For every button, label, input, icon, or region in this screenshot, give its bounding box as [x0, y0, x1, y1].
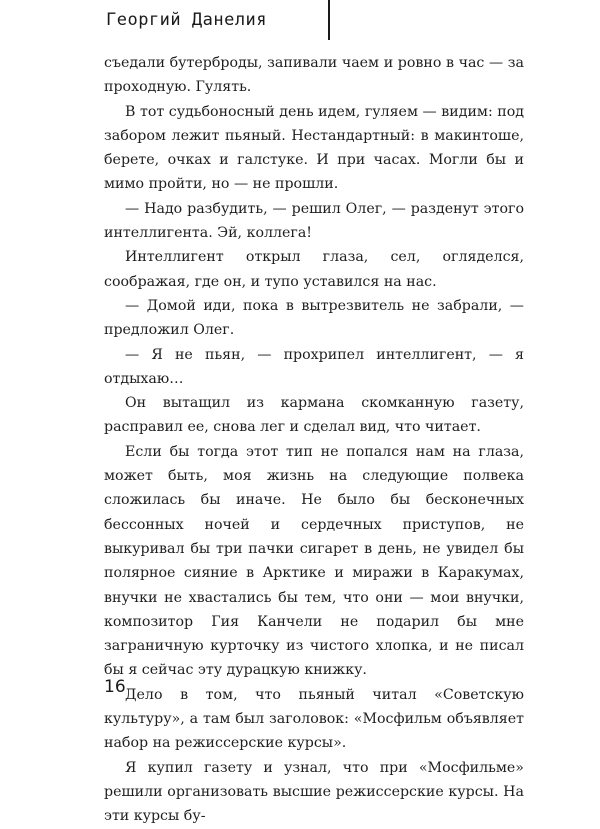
- paragraph: съедали бутерброды, запивали чаем и ровно в час — за проходную. Гулять.: [104, 55, 524, 96]
- body-text: [104, 51, 524, 829]
- paragraph: — Я не пьян, — прохрипел интеллигент, — я отдыхаю…: [104, 346, 524, 387]
- running-head: [0, 0, 330, 40]
- author-name: Георгий Данелия: [106, 10, 268, 30]
- paragraph: Я купил газету и узнал, что при «Мосфильме» решили организовать высшие режиссерские курсы. На эти курсы бу-: [104, 759, 524, 825]
- header-vertical-rule: [328, 0, 330, 40]
- paragraph: Он вытащил из кармана скомканную газету, расправил ее, снова лег и сделал вид, что читает.: [104, 395, 524, 436]
- paragraph: Дело в том, что пьяный читал «Советскую культуру», а там был заголовок: «Мосфильм объявляет набор на режиссерские курсы».: [104, 686, 524, 752]
- paragraph: — Надо разбудить, — решил Олег, — разденут этого интеллигента. Эй, коллега!: [104, 200, 524, 242]
- paragraph: Если бы тогда этот тип не попался нам на глаза, может быть, моя жизнь на следующие полвека сложилась бы иначе. Не было бы бесконечных бессонных ночей и сердечных приступов, не выкуривал бы три пачки сигарет в день, не увидел бы полярное сияние в Арктике и миражи в Каракумах, внучки не хвастались бы тем, что они — мои внучки, композитор Гия Канчели не подарил бы мне заграничную курточку из чистого хлопка, и не писал бы я сейчас эту дурацкую книжку.: [104, 443, 524, 679]
- paragraph: — Домой иди, пока в вытрезвитель не забрали, — предложил Олег.: [104, 297, 524, 339]
- paragraph: Интеллигент открыл глаза, сел, огляделся, соображая, где он, и тупо уставился на нас.: [104, 249, 524, 290]
- paragraph: В тот судьбоносный день идем, гуляем — видим: под забором лежит пьяный. Нестандартный: в макинтоше, берете, очках и галстуке. И при часах. Могли бы и мимо пройти, но — не прошли.: [104, 103, 524, 193]
- page-number: 16: [104, 677, 126, 697]
